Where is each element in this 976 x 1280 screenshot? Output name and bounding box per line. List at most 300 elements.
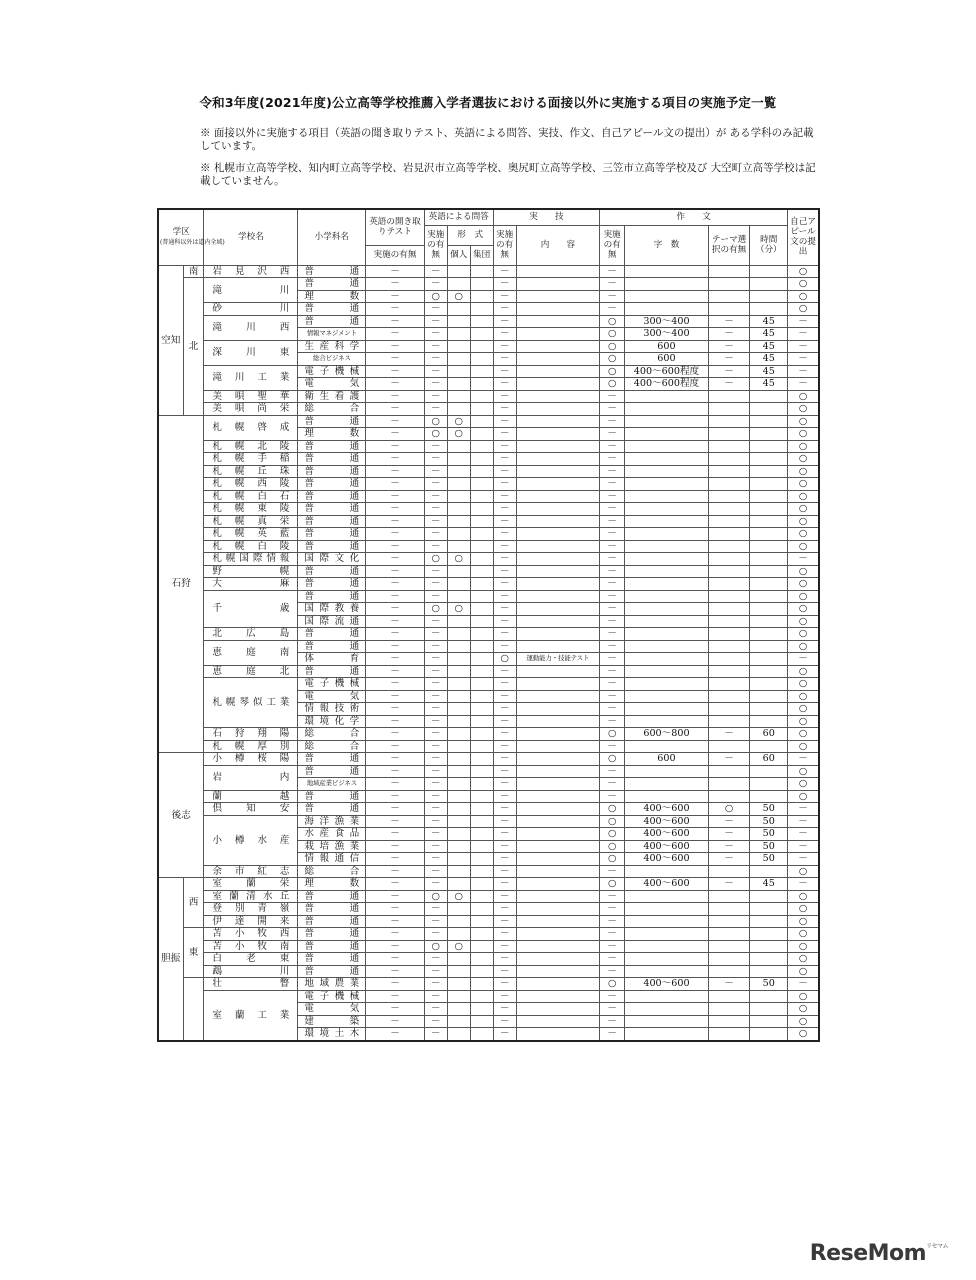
table-row: [158, 465, 819, 478]
cell-essay-theme: [708, 553, 750, 566]
cell-essay-theme: [708, 303, 750, 316]
cell-essay-time: [750, 615, 788, 628]
cell-prac-content: [516, 840, 600, 853]
cell-qa-impl: －: [424, 965, 447, 978]
cell-course: 環境土木: [298, 1028, 366, 1041]
school-name: 札幌白石: [204, 490, 298, 503]
cell-qa-group: [470, 740, 493, 753]
cell-prac-content: [516, 628, 600, 641]
table-row: [158, 390, 819, 403]
cell-essay-impl: －: [600, 1003, 625, 1016]
cell-qa-indiv: ○: [447, 415, 470, 428]
cell-course: 生産科学: [298, 340, 366, 353]
cell-essay-time: [750, 765, 788, 778]
school-name: 岩見沢西: [204, 265, 298, 278]
cell-prac-content: [516, 328, 600, 341]
cell-course: 普 通: [298, 578, 366, 591]
table-row: [158, 740, 819, 753]
cell-qa-indiv: [447, 703, 470, 716]
cell-prac-impl: －: [493, 765, 516, 778]
cell-qa-impl: －: [424, 903, 447, 916]
cell-essay-theme: [708, 440, 750, 453]
cell-appeal: ○: [788, 903, 819, 916]
cell-essay-impl: －: [600, 478, 625, 491]
cell-qa-group: [470, 753, 493, 766]
cell-course: 理 数: [298, 428, 366, 441]
cell-listening-impl: －: [366, 265, 424, 278]
cell-qa-impl: －: [424, 915, 447, 928]
cell-essay-theme: [708, 503, 750, 516]
cell-essay-impl: －: [600, 678, 625, 691]
cell-essay-time: [750, 740, 788, 753]
cell-prac-impl: －: [493, 278, 516, 291]
cell-essay-chars: [625, 1003, 709, 1016]
cell-essay-impl: －: [600, 990, 625, 1003]
cell-essay-chars: 400～600: [625, 840, 709, 853]
cell-essay-impl: ○: [600, 978, 625, 991]
cell-qa-impl: ○: [424, 940, 447, 953]
cell-appeal: ○: [788, 703, 819, 716]
cell-qa-impl: －: [424, 640, 447, 653]
region-cell: 石狩: [158, 415, 204, 753]
cell-appeal: ○: [788, 990, 819, 1003]
cell-qa-indiv: [447, 678, 470, 691]
cell-essay-time: [750, 503, 788, 516]
cell-essay-theme: －: [708, 828, 750, 841]
school-name: 深川東: [204, 340, 298, 365]
cell-appeal: ○: [788, 928, 819, 941]
header-prac-content: 内 容: [516, 225, 600, 265]
cell-listening-impl: －: [366, 640, 424, 653]
cell-essay-time: [750, 1003, 788, 1016]
cell-prac-content: [516, 778, 600, 791]
cell-qa-impl: －: [424, 515, 447, 528]
cell-appeal: ○: [788, 640, 819, 653]
cell-course: 情報技術: [298, 703, 366, 716]
cell-listening-impl: －: [366, 715, 424, 728]
cell-prac-impl: －: [493, 528, 516, 541]
cell-prac-impl: －: [493, 990, 516, 1003]
cell-course: 環境化学: [298, 715, 366, 728]
cell-essay-chars: [625, 953, 709, 966]
cell-qa-group: [470, 503, 493, 516]
cell-essay-impl: －: [600, 628, 625, 641]
table-row: [158, 515, 819, 528]
cell-qa-impl: －: [424, 778, 447, 791]
cell-appeal: ○: [788, 615, 819, 628]
cell-essay-time: [750, 390, 788, 403]
cell-qa-impl: －: [424, 928, 447, 941]
cell-essay-theme: [708, 528, 750, 541]
cell-essay-impl: －: [600, 915, 625, 928]
cell-qa-indiv: [447, 928, 470, 941]
cell-essay-chars: [625, 590, 709, 603]
cell-essay-impl: －: [600, 740, 625, 753]
cell-course: 地域産業ビジネス: [298, 778, 366, 791]
cell-listening-impl: －: [366, 953, 424, 966]
cell-listening-impl: －: [366, 565, 424, 578]
cell-listening-impl: －: [366, 928, 424, 941]
cell-qa-indiv: [447, 803, 470, 816]
cell-appeal: ○: [788, 453, 819, 466]
cell-listening-impl: －: [366, 603, 424, 616]
note-2: ※ 札幌市立高等学校、知内町立高等学校、岩見沢市立高等学校、奥尻町立高等学校、三笠市立高等学校及び 大空町立高等学校は記載していません。: [200, 162, 816, 187]
cell-essay-chars: [625, 428, 709, 441]
cell-prac-content: [516, 890, 600, 903]
cell-essay-impl: －: [600, 565, 625, 578]
cell-essay-time: [750, 1028, 788, 1041]
cell-prac-impl: －: [493, 690, 516, 703]
school-name: 滝川工業: [204, 365, 298, 390]
resemom-logo: ReseMom$^{リセマム}$: [809, 1241, 948, 1266]
table-row: [158, 453, 819, 466]
school-name: 大麻: [204, 578, 298, 591]
cell-essay-impl: －: [600, 290, 625, 303]
cell-essay-theme: [708, 715, 750, 728]
cell-qa-indiv: [447, 1003, 470, 1016]
cell-prac-content: [516, 553, 600, 566]
cell-prac-content: [516, 403, 600, 416]
cell-course: 理 数: [298, 290, 366, 303]
cell-prac-content: [516, 678, 600, 691]
cell-essay-time: [750, 778, 788, 791]
cell-essay-chars: 400～600程度: [625, 365, 709, 378]
cell-essay-theme: [708, 940, 750, 953]
cell-appeal: ○: [788, 578, 819, 591]
cell-qa-indiv: [447, 340, 470, 353]
cell-qa-indiv: [447, 653, 470, 666]
header-qa-form: 形 式: [447, 225, 493, 245]
cell-qa-impl: －: [424, 703, 447, 716]
cell-qa-group: [470, 278, 493, 291]
cell-essay-theme: [708, 390, 750, 403]
cell-prac-impl: －: [493, 503, 516, 516]
cell-prac-impl: －: [493, 678, 516, 691]
cell-prac-content: [516, 790, 600, 803]
cell-listening-impl: －: [366, 690, 424, 703]
cell-listening-impl: －: [366, 353, 424, 366]
cell-essay-impl: －: [600, 390, 625, 403]
cell-qa-group: [470, 453, 493, 466]
table-row: [158, 878, 819, 891]
cell-essay-chars: 300～400: [625, 328, 709, 341]
cell-qa-indiv: [447, 978, 470, 991]
cell-qa-group: [470, 878, 493, 891]
cell-essay-impl: ○: [600, 853, 625, 866]
table-row: [158, 365, 819, 378]
cell-essay-chars: [625, 415, 709, 428]
cell-appeal: －: [788, 803, 819, 816]
cell-qa-impl: ○: [424, 553, 447, 566]
cell-prac-impl: －: [493, 790, 516, 803]
cell-course: 普 通: [298, 915, 366, 928]
header-essay-impl: 実施の有無: [600, 225, 625, 265]
cell-appeal: ○: [788, 740, 819, 753]
cell-prac-content: [516, 690, 600, 703]
cell-qa-impl: －: [424, 403, 447, 416]
cell-appeal: ○: [788, 790, 819, 803]
school-name: 岩内: [204, 765, 298, 790]
cell-listening-impl: －: [366, 315, 424, 328]
cell-essay-time: 50: [750, 815, 788, 828]
cell-prac-impl: －: [493, 578, 516, 591]
cell-listening-impl: －: [366, 390, 424, 403]
school-name: 鵡川: [204, 965, 298, 978]
cell-prac-content: [516, 578, 600, 591]
cell-essay-impl: －: [600, 1015, 625, 1028]
table-row: [158, 553, 819, 566]
header-essay-time: 時間（分）: [750, 225, 788, 265]
cell-course: 普 通: [298, 303, 366, 316]
cell-qa-impl: ○: [424, 290, 447, 303]
cell-listening-impl: －: [366, 978, 424, 991]
cell-qa-group: [470, 665, 493, 678]
cell-essay-chars: 400～600: [625, 803, 709, 816]
cell-essay-theme: －: [708, 728, 750, 741]
cell-qa-group: [470, 590, 493, 603]
cell-prac-impl: －: [493, 740, 516, 753]
cell-appeal: ○: [788, 1015, 819, 1028]
cell-qa-indiv: [447, 503, 470, 516]
table-row: [158, 665, 819, 678]
table-row: [158, 890, 819, 903]
cell-qa-impl: －: [424, 653, 447, 666]
cell-essay-impl: －: [600, 765, 625, 778]
table-row: [158, 915, 819, 928]
cell-essay-chars: [625, 990, 709, 1003]
cell-essay-time: [750, 440, 788, 453]
page-title: 令和3年度(2021年度)公立高等学校推薦入学者選抜における面接以外に実施する項目の実施予定一覧: [199, 95, 777, 110]
cell-course: 普 通: [298, 803, 366, 816]
cell-prac-impl: －: [493, 365, 516, 378]
cell-qa-indiv: [447, 315, 470, 328]
cell-essay-theme: [708, 465, 750, 478]
cell-essay-theme: －: [708, 840, 750, 853]
cell-essay-impl: －: [600, 865, 625, 878]
cell-course: 普 通: [298, 490, 366, 503]
cell-essay-impl: －: [600, 778, 625, 791]
cell-course: 海洋漁業: [298, 815, 366, 828]
cell-prac-impl: －: [493, 665, 516, 678]
cell-essay-theme: [708, 740, 750, 753]
cell-essay-impl: －: [600, 890, 625, 903]
cell-appeal: ○: [788, 415, 819, 428]
cell-prac-impl: －: [493, 615, 516, 628]
school-name: 石狩翔陽: [204, 728, 298, 741]
cell-essay-theme: [708, 453, 750, 466]
cell-essay-theme: [708, 990, 750, 1003]
cell-essay-chars: [625, 903, 709, 916]
cell-essay-theme: [708, 778, 750, 791]
cell-listening-impl: －: [366, 528, 424, 541]
cell-essay-chars: [625, 603, 709, 616]
cell-qa-indiv: ○: [447, 603, 470, 616]
cell-qa-impl: －: [424, 1003, 447, 1016]
cell-qa-indiv: [447, 865, 470, 878]
cell-appeal: ○: [788, 490, 819, 503]
cell-prac-content: [516, 340, 600, 353]
table-row: [158, 990, 819, 1003]
cell-essay-theme: [708, 653, 750, 666]
cell-essay-impl: －: [600, 415, 625, 428]
cell-qa-group: [470, 478, 493, 491]
cell-listening-impl: －: [366, 503, 424, 516]
cell-essay-impl: －: [600, 303, 625, 316]
cell-listening-impl: －: [366, 428, 424, 441]
cell-essay-impl: －: [600, 553, 625, 566]
cell-prac-content: [516, 803, 600, 816]
header-qa-indiv: 個人: [447, 245, 470, 265]
cell-appeal: ○: [788, 440, 819, 453]
cell-prac-impl: －: [493, 315, 516, 328]
school-name: 倶知安: [204, 803, 298, 816]
cell-appeal: －: [788, 353, 819, 366]
cell-course: 普 通: [298, 565, 366, 578]
cell-appeal: ○: [788, 428, 819, 441]
cell-prac-content: [516, 665, 600, 678]
cell-essay-chars: [625, 1028, 709, 1041]
cell-essay-time: 50: [750, 853, 788, 866]
cell-essay-time: [750, 628, 788, 641]
cell-essay-time: [750, 965, 788, 978]
cell-essay-time: [750, 890, 788, 903]
table-row: [158, 765, 819, 778]
cell-qa-impl: －: [424, 378, 447, 391]
header-essay-theme: テーマ選択の有無: [708, 225, 750, 265]
cell-essay-theme: [708, 540, 750, 553]
cell-course: 総 合: [298, 403, 366, 416]
cell-essay-theme: －: [708, 328, 750, 341]
cell-essay-chars: [625, 478, 709, 491]
cell-qa-indiv: ○: [447, 290, 470, 303]
school-name: 野幌: [204, 565, 298, 578]
cell-prac-impl: －: [493, 340, 516, 353]
cell-essay-time: [750, 603, 788, 616]
cell-listening-impl: －: [366, 628, 424, 641]
cell-qa-group: [470, 603, 493, 616]
cell-qa-group: [470, 778, 493, 791]
cell-essay-impl: －: [600, 403, 625, 416]
header-school: 学校名: [204, 209, 298, 265]
cell-qa-indiv: [447, 715, 470, 728]
cell-essay-chars: [625, 890, 709, 903]
cell-appeal: ○: [788, 665, 819, 678]
cell-qa-indiv: [447, 390, 470, 403]
cell-course: 普 通: [298, 440, 366, 453]
cell-listening-impl: －: [366, 453, 424, 466]
cell-listening-impl: －: [366, 765, 424, 778]
cell-qa-group: [470, 840, 493, 853]
cell-essay-impl: ○: [600, 728, 625, 741]
cell-qa-group: [470, 565, 493, 578]
cell-essay-time: [750, 428, 788, 441]
cell-appeal: ○: [788, 515, 819, 528]
cell-prac-impl: －: [493, 603, 516, 616]
cell-course: 総 合: [298, 740, 366, 753]
cell-qa-indiv: [447, 265, 470, 278]
cell-qa-impl: －: [424, 628, 447, 641]
cell-essay-impl: ○: [600, 353, 625, 366]
cell-appeal: ○: [788, 965, 819, 978]
cell-course: 地域農業: [298, 978, 366, 991]
cell-qa-indiv: [447, 665, 470, 678]
cell-prac-impl: －: [493, 265, 516, 278]
cell-qa-impl: －: [424, 528, 447, 541]
header-essay: 作 文: [600, 209, 788, 225]
cell-qa-indiv: [447, 853, 470, 866]
cell-qa-impl: ○: [424, 890, 447, 903]
cell-qa-group: [470, 490, 493, 503]
cell-essay-theme: [708, 628, 750, 641]
cell-essay-chars: [625, 865, 709, 878]
table-body: [158, 265, 819, 1041]
cell-essay-theme: [708, 640, 750, 653]
cell-course: 普 通: [298, 640, 366, 653]
cell-prac-content: [516, 290, 600, 303]
cell-qa-indiv: ○: [447, 890, 470, 903]
cell-listening-impl: －: [366, 1003, 424, 1016]
cell-qa-impl: ○: [424, 603, 447, 616]
cell-appeal: ○: [788, 953, 819, 966]
table-row: [158, 303, 819, 316]
cell-prac-content: [516, 940, 600, 953]
cell-listening-impl: －: [366, 703, 424, 716]
cell-essay-chars: [625, 640, 709, 653]
cell-listening-impl: －: [366, 890, 424, 903]
cell-essay-time: 45: [750, 365, 788, 378]
cell-qa-impl: －: [424, 490, 447, 503]
cell-qa-group: [470, 615, 493, 628]
cell-qa-group: [470, 1015, 493, 1028]
cell-qa-group: [470, 978, 493, 991]
table-row: [158, 278, 819, 291]
cell-appeal: －: [788, 853, 819, 866]
cell-essay-time: [750, 528, 788, 541]
cell-essay-chars: 400～600: [625, 853, 709, 866]
cell-qa-group: [470, 790, 493, 803]
cell-prac-content: [516, 478, 600, 491]
cell-appeal: ○: [788, 265, 819, 278]
cell-essay-theme: [708, 415, 750, 428]
header-qa: 英語による問答: [424, 209, 493, 225]
cell-course: 水産食品: [298, 828, 366, 841]
cell-listening-impl: －: [366, 665, 424, 678]
cell-prac-impl: －: [493, 965, 516, 978]
school-name: 小樽水産: [204, 815, 298, 865]
cell-essay-chars: [625, 390, 709, 403]
school-name: 千歳: [204, 590, 298, 628]
cell-prac-impl: －: [493, 390, 516, 403]
cell-course: 体 育: [298, 653, 366, 666]
cell-essay-impl: －: [600, 928, 625, 941]
cell-essay-time: [750, 265, 788, 278]
cell-prac-impl: －: [493, 490, 516, 503]
cell-prac-impl: －: [493, 478, 516, 491]
cell-qa-indiv: [447, 453, 470, 466]
header-appeal: 自己アピール文の提出: [788, 209, 819, 265]
table-row: [158, 478, 819, 491]
cell-listening-impl: －: [366, 403, 424, 416]
cell-essay-theme: －: [708, 353, 750, 366]
cell-essay-impl: －: [600, 540, 625, 553]
cell-essay-chars: [625, 653, 709, 666]
cell-essay-theme: [708, 703, 750, 716]
cell-prac-content: [516, 378, 600, 391]
cell-qa-indiv: [447, 353, 470, 366]
cell-essay-impl: －: [600, 278, 625, 291]
cell-qa-group: [470, 765, 493, 778]
cell-qa-indiv: [447, 365, 470, 378]
